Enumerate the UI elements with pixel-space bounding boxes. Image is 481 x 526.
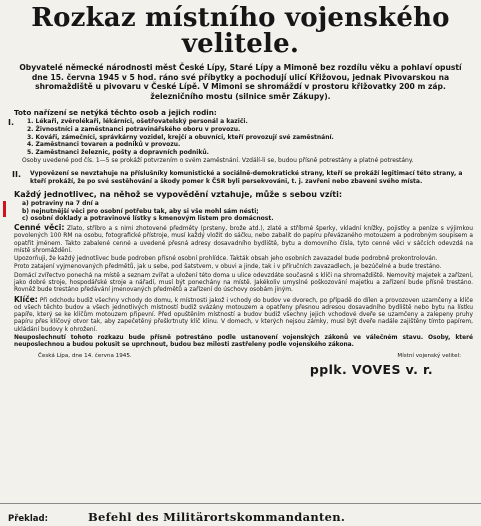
allowance-item: c) osobní doklady a potravinové lístky s kmenovým listem pro domácnost.: [22, 215, 274, 223]
section-1-number: I.: [8, 118, 15, 128]
section-2: [8, 170, 473, 185]
section-3-heading: Každý jednotlivec, na něhož se vypovědění vztahuje, může s sebou vzíti:: [14, 190, 343, 200]
valuables-paragraph: [14, 224, 473, 255]
divider: [0, 503, 481, 504]
keys-paragraph: [14, 296, 473, 334]
keys-lead: Klíče:: [14, 294, 38, 304]
proclamation-page: [0, 5, 481, 526]
list-item: 3. Kováři, zámečníci, správkárny vozidel, krejčí a obuvníci, kteří provozují své zaměstnání.: [27, 133, 334, 141]
red-margin-mark: [3, 201, 6, 217]
list-item: 1. Lékaři, zvěrolékaři, lékárníci, ošetřovatelský personál a kaziči.: [27, 118, 248, 126]
valuables-text: Zlato, stříbro a s nimi zhotovené předměty (prsteny, brože atd.), zlaté a stříbrné šperky, vkladní knížky, pojistky a peníze s výjimkou povolených 100 RM na osobu, fotografické přístroje, musí každý vložit do sáčku, nebo zabalit do papíru převázaného motouzem a podrobným soupisem a opatřit jménem. Takto zabalené cenné a uvedené přesná adresy dosavadního bydliště, bytu a domovního čísla, tyto cenné věci v sáčcích odevzdá na místě shromáždění.: [14, 225, 474, 254]
list-item: 2. Živnostníci a zaměstnanci potravinářského oboru v provozu.: [27, 125, 241, 133]
signature: pplk. VOVES v. r.: [309, 361, 433, 377]
section-1-heading: Toto nařízení se netýká těchto osob a jejich rodin:: [14, 108, 217, 118]
title-line-1: Rozkaz místního vojenského: [31, 3, 450, 33]
concealment-paragraph: Proto zatajení vyjmenovaných předmětů, jak u sebe, pod šatstvem, v obuvi a jinde, tak i v příručních zavazadlech, je bezúčelné a bude trestáno.: [14, 264, 442, 271]
intro-paragraph: Obyvatelé německé národnosti měst České Lípy, Staré Lípy a Mimoně bez rozdílu věku a pohlaví opustí dne 15. června 1945 v 5 hod. ráno své příbytky a pochodují ulicí Křižovou, jednak Pivovarskou na shromaždiště u pivovaru v České Lípě. V Mimoni se shromáždí v prostoru křižovatky 200 m záp. železničního mostu (silnice směr Zákupy).: [19, 63, 462, 101]
warning-paragraph: Upozorňuji, že každý jednotlivec bude podroben přísné osobní prohlídce. Takták obsah jeho osobních zavazadel bude podrobně prokontrolován.: [14, 256, 438, 263]
title-line-2: velitele.: [181, 29, 300, 59]
signature-row: [38, 353, 461, 359]
list-item: 4. Zaměstnanci tovaren a podniků v provozu.: [27, 141, 181, 149]
keys-text: Při odchodu budiž všechny vchody do domu, k místnosti jakož i vchody do budov ve dvorech, po případě do dílen a provozoven uzamčeny a klíče od všech těchto budov a všech jednotlivých místností budiž svázány motouzem a opatřeny přesnou adresou dosavadního bydliště nebo bytu na lístku papíře, který se ke klíčům motouzem připevní. Před opuštěním místností a budov budiž všechny jejich vchodové dveře se uzamčeny a zalepeny pruhy papíru přes klíčový otvor tak, aby zapečetěný přeškrtnuty klíč klinu. V domech, v kterých nejsou zámky, musí být dveře nadále zajištěny tímto papírem, ukládání budovy k ohrožení.: [14, 297, 473, 333]
exemption-list: [21, 118, 334, 156]
signer-title: Místní vojenský velitel:: [397, 352, 461, 359]
section-2-number: II.: [12, 169, 21, 179]
translation-label: Překlad:: [8, 514, 48, 524]
translation-title: Befehl des Militärortskommandanten.: [88, 510, 346, 524]
animals-paragraph: Domácí zvířectvo ponechá na místě a seznam zvířat a uložení této doma u ulice odevzdáte současně s klíči na shromaždiště. Nemovitý majetek a zařízení, jako dobré stroje, hospodářské stroje a nářadí, musí být ponechány na místě. Jakékoliv umyslné poškozování majetku a zařízení bude přísně trestáno. Rovněž bude trestáno předávání jmenovaných předmětů a zařízení do úschovy osobám jiným.: [14, 272, 473, 294]
place-date: Česká Lípa, dne 14. června 1945.: [38, 352, 132, 359]
section-1: [8, 118, 473, 156]
allowance-item: b) nejnutnější věci pro osobní potřebu tak, aby si vše mohl sám nésti;: [22, 207, 259, 215]
valuables-lead: Cenné věci:: [14, 222, 65, 232]
final-paragraph: Neuposlechnutí tohoto rozkazu bude přísně potrestáno podle ustanovení vojenských zákonů ve válečném stavu. Osoby, které neuposlechnou a budou pokusit se uprchnout, budou bez milosti zastřeleny podle vojenského zákona.: [14, 335, 473, 349]
allowance-item: a) potraviny na 7 dní a: [22, 200, 99, 208]
list-item: 5. Zaměstnanci železnic, pošty a dopravních podniků.: [27, 148, 209, 156]
section-1-note: Osoby uvedené pod čís. 1—5 se prokáží potvrzením o svém zaměstnání. Vzdálí-li se, budou přísně potrestány a platné potrestány.: [22, 157, 414, 165]
section-2-text: Vypovězení se nevztahuje na příslušníky komunistické a sociálně-demokratické strany, kteří se prokáží legitimací této strany, a kteří prokáží, že po své sestěhování a škody pomer k ČSR byli persekvováni, t. j. zavřeni nebo zbaveni svého místa.: [30, 169, 463, 185]
translation-footer: [8, 510, 473, 524]
